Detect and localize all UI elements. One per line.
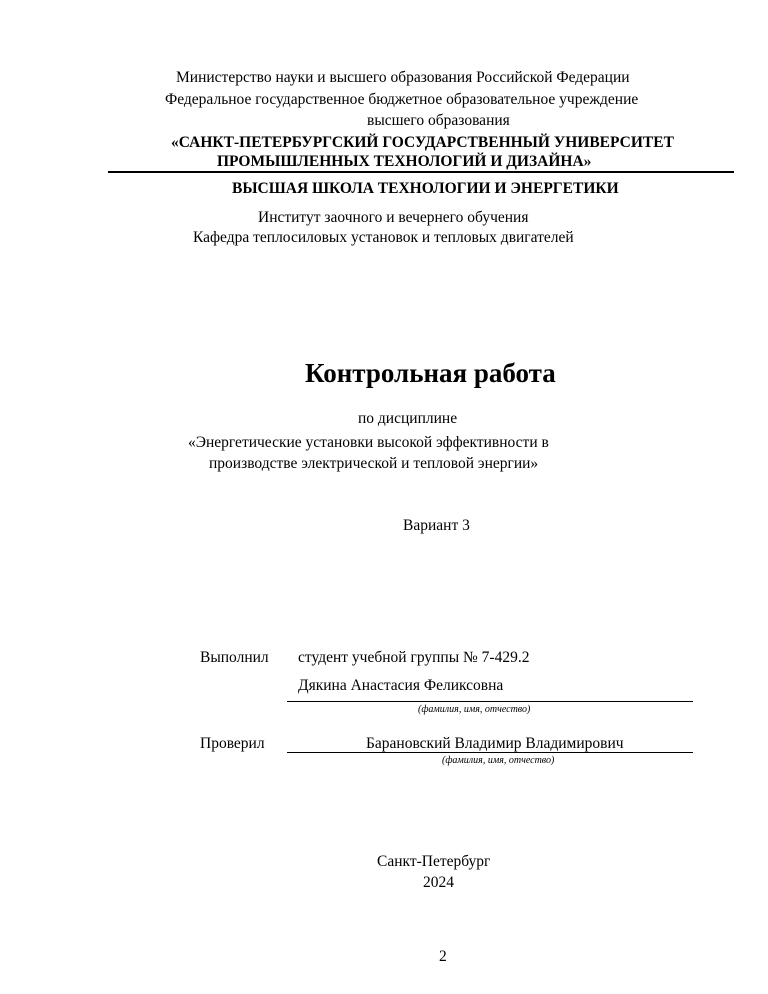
performed-name-hint: (фамилия, имя, отчество): [418, 704, 531, 715]
university-line-2: ПРОМЫШЛЕННЫХ ТЕХНОЛОГИЙ И ДИЗАЙНА»: [217, 153, 592, 170]
checked-name: Барановский Владимир Владимирович: [366, 735, 624, 752]
department-line: Кафедра теплосиловых установок и тепловых двигателей: [193, 229, 574, 246]
university-line-1: «САНКТ-ПЕТЕРБУРГСКИЙ ГОСУДАРСТВЕННЫЙ УНИВЕРСИТЕТ: [171, 134, 674, 151]
checked-name-hint: (фамилия, имя, отчество): [442, 755, 555, 766]
discipline-line-1: «Энергетические установки высокой эффективности в: [188, 434, 549, 451]
checked-name-underline: [287, 752, 693, 753]
institute-line: Институт заочного и вечернего обучения: [258, 209, 529, 226]
performed-group: студент учебной группы № 7-429.2: [298, 649, 530, 666]
checked-label: Проверил: [200, 735, 265, 752]
city-line: Санкт-Петербург: [377, 853, 491, 870]
variant-line: Вариант 3: [403, 517, 470, 534]
performed-name: Дякина Анастасия Феликсовна: [298, 677, 504, 694]
discipline-line-2: производстве электрической и тепловой энергии»: [209, 455, 539, 472]
discipline-prefix: по дисциплине: [358, 410, 458, 427]
page-number: 2: [439, 948, 447, 965]
document-title: Контрольная работа: [305, 358, 556, 388]
year-line: 2024: [423, 874, 454, 891]
ministry-line: Министерство науки и высшего образования Российской Федерации: [176, 69, 630, 86]
performed-label: Выполнил: [200, 649, 269, 666]
federal-line: Федеральное государственное бюджетное образовательное учреждение: [165, 91, 639, 108]
higher-ed-line: высшего образования: [367, 112, 510, 129]
performed-name-underline: [287, 701, 693, 702]
school-line: ВЫСШАЯ ШКОЛА ТЕХНОЛОГИИ И ЭНЕРГЕТИКИ: [232, 180, 619, 197]
header-divider: [108, 171, 734, 173]
